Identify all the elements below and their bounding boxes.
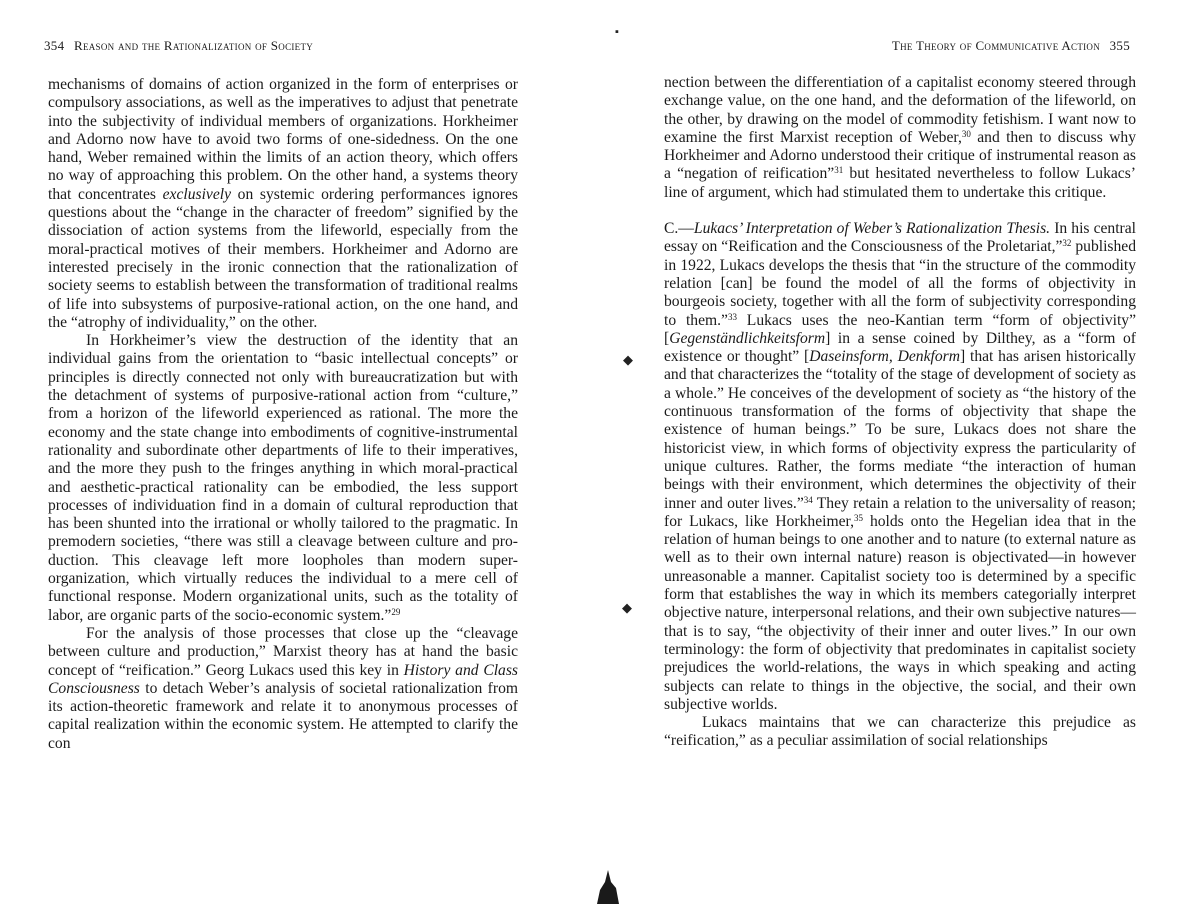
italic-text: History and Class Consciousness (48, 661, 518, 697)
text-run: ] in a sense coined by Dilthey, as a “form of existence or thought” [ (664, 329, 1136, 366)
text-run: In Horkheimer’s view the destruction of the identity that an individual gains from the orientation to “basic intellectual concepts” or principles is directly connected not only with bureaucratization but with the detachment of systems of purposive-rational action from “culture,” from a horizon of the lifeworld experienced as rational. The more the economy and the state change into embodiments of cognitive-instrumental rationality and subordinate other departments of life to their imperatives, and the more they push to the fringes anything in which moral-practical and aesthetic-practical rationality can be embodied, the less support processes of individuation find in a domain of cultural reproduction that has been shunted into the irrational or wholly tailored to the pragmatic. In premodern societies, “there was still a cleavage between culture and production. This cleavage left more loopholes than modern super-organization, which virtually reduces the individual to a mere cell of functional response. Modern organizational units, such as the totality of labor, are organic parts of the socio-economic system.” (48, 332, 518, 624)
text-run: mechanisms of domains of action organized in the form of enterprises or compulsory associations, as well as the imperatives to adjust that penetrate into the subjectivity of individual members of organizations. Horkheimer and Adorno now have to avoid two forms of one-sidedness. On the one hand, Weber remained within the limits of an action theory, which offers no way of approaching this problem. On the other hand, a systems theory that concentrates (48, 76, 518, 203)
footnote-ref: 34 (803, 494, 813, 505)
text-run: Lukacs uses the neo-Kantian term “form of objectivity” [ (664, 311, 1137, 347)
text-run: nection between the differentiation of a capitalist economy steered through exchange value, on the one hand, and the deformation of the lifeworld, on the other, by drawing on the model of commodity fetishism. I want now to examine the first Marxist reception of Weber, (664, 74, 1136, 146)
text-run: and then to discuss why Horkheimer and Adorno understood their critique of instrumental reason as a “negation of reification” (664, 128, 1136, 183)
scan-speck: ◆ (622, 600, 632, 615)
left-running-title: Reason and the Rationalization of Society (73, 38, 314, 53)
text-run: They retain a relation to the universality of reason; for Lukacs, like Horkheimer, (664, 494, 1136, 530)
paragraph (48, 76, 518, 332)
text-run: In his central essay on “Reification and the Consciousness of the Proletariat,” (664, 220, 1136, 256)
footnote-ref: 30 (961, 128, 971, 139)
text-run: published in 1922, Lukacs develops the thesis that “in the structure of the commodity relation [can] be found the model of all the forms of objectivity in bourgeois society, together with all the form of subjectivity corresponding to them.” (664, 238, 1136, 329)
left-page-number: 354 (44, 38, 65, 53)
italic-text: Daseinsform, Denkform (809, 348, 960, 366)
left-page-body (48, 76, 518, 753)
text-run: ] that has arisen historically and that characterizes the “totality of the stage of development of society as a whole.” He conceives of the development of society as “the history of the continuous transformation of the forms of objectivity that shape the existence of human beings.” To be sure, Lukacs does not share the historicist view, in which forms of objectivity express the particularity of unique cultures. Rather, the forms mediate “the interaction of human beings with their environment, which determines the objectivity of their inner and outer lives.” (664, 348, 1136, 512)
footnote-ref: 33 (727, 311, 737, 322)
italic-text: exclusively (162, 185, 231, 203)
paragraph (664, 220, 1136, 714)
italic-text: Lukacs’ Interpretation of Weber’s Rationalization Thesis. (693, 220, 1051, 238)
text-run: holds onto the Hegelian idea that in the relation of human beings to one another and to nature (to external nature as well as to their own internal nature) reason is objectivated—in however unreasonable a manner. Capitalist society too is determined by a specific form that establishes the way in which its members categorially interpret objective nature, interpersonal relations, and their own subjective natures—that is to say, “the objectivity of their inner and outer lives.” In our own terminology: the form of objectivity that predominates in capitalist society prejudices the world-relations, the ways in which speaking and acting subjects can relate to things in the objective, the social, and their own subjective worlds. (664, 512, 1136, 713)
text-run: Lukacs maintains that we can characterize this prejudice as “reification,” as a peculiar assimilation of social relationships (664, 714, 1136, 750)
paragraph (48, 625, 518, 753)
paragraph (664, 74, 1136, 202)
scan-speck: ▪ (615, 26, 619, 38)
text-run: but hesitated nevertheless to follow Lukacs’ line of argument, which had stimulated them to undertake this critique. (664, 165, 1136, 201)
right-running-head (892, 38, 1136, 54)
footnote-ref: 31 (834, 165, 844, 176)
italic-text: Gegenständlichkeitsform (669, 329, 826, 347)
text-run: For the analysis of those processes that close up the “cleavage between culture and production,” Marxist theory has at hand the basic concept of “reification.” Georg Lukacs used this key in (48, 624, 518, 679)
footnote-ref: 29 (391, 606, 401, 617)
footnote-ref: 35 (853, 512, 863, 523)
right-page-number: 355 (1109, 38, 1130, 53)
scan-blot (596, 868, 620, 908)
paragraph (48, 332, 518, 625)
right-running-title: The Theory of Communicative Action (891, 38, 1101, 53)
right-page-body (664, 74, 1136, 751)
paragraph (664, 714, 1136, 751)
footnote-ref: 32 (1062, 238, 1072, 249)
text-run: on systemic ordering performances ignores questions about the “change in the character of freedom” signified by the dissociation of action systems from the lifeworld, especially from the moral-practical motives of their members. Horkheimer and Adorno are interested precisely in the ironic connection that the rationalization of society seems to establish between the transformation of traditional realms of life into subsystems of purposive-rational action, on the one hand, and the “atrophy of individuality,” on the other. (48, 185, 518, 331)
text-run: to detach Weber’s analysis of societal rationalization from its action-theoretic framework and relate it to anonymous processes of capital realization within the economic system. He attempted to clarify the con (48, 679, 518, 752)
scan-speck: ◆ (623, 352, 633, 367)
text-run: C.— (664, 220, 694, 238)
left-running-head (38, 38, 313, 54)
